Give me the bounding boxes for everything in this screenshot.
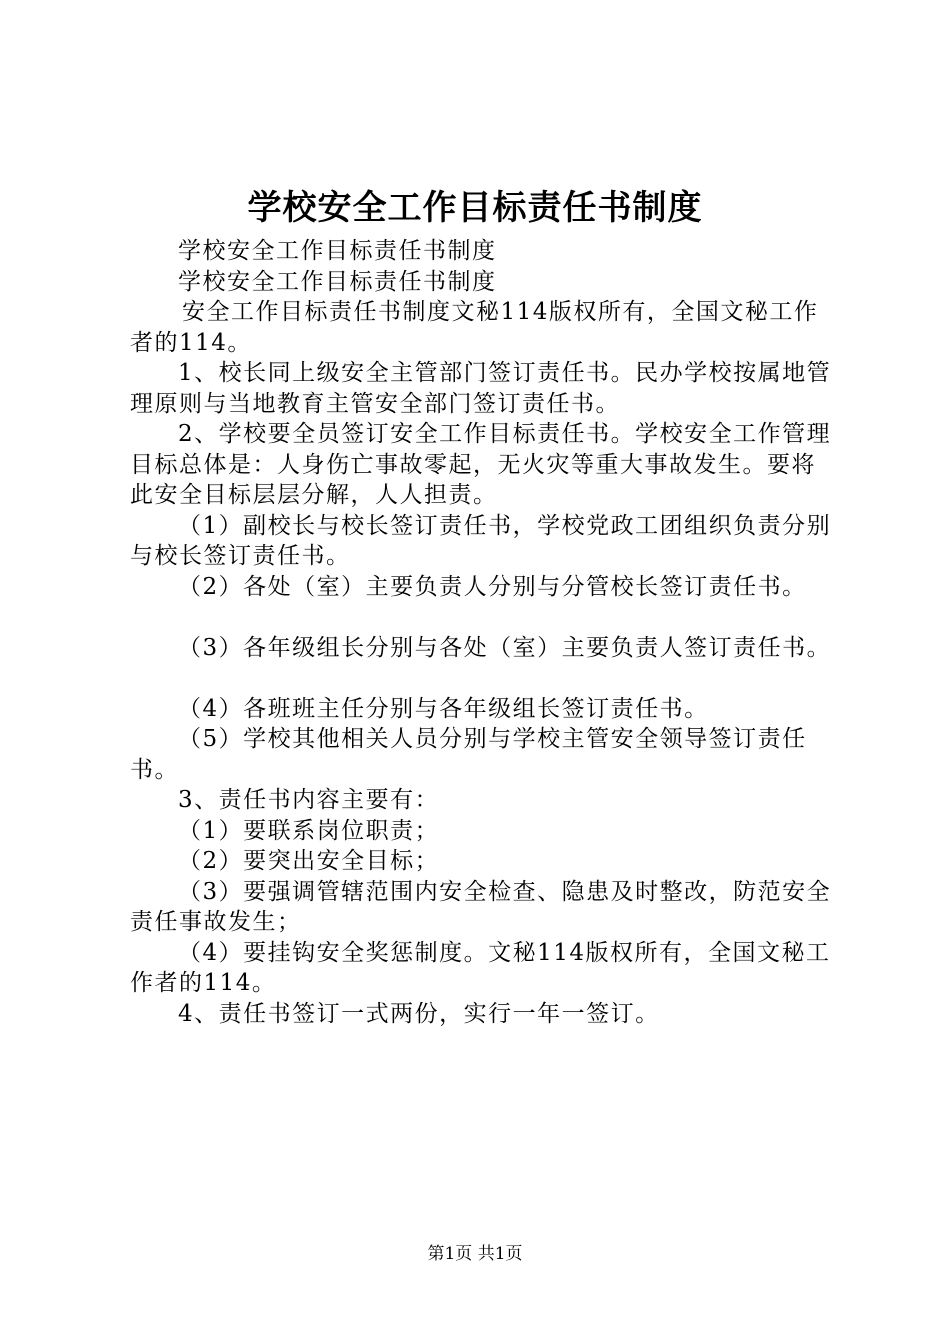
paragraph-subitem-4: （4）各班班主任分别与各年级组长签订责任书。: [178, 695, 709, 722]
paragraph-subitem-1: （1）副校长与校长签订责任书，学校党政工团组织负责分别与校长签订责任书。: [130, 512, 832, 569]
document-title: 学校安全工作目标责任书制度: [247, 188, 703, 228]
paragraph-copyright: 安全工作目标责任书制度文秘114版权所有，全国文秘工作者的114。: [130, 299, 819, 356]
paragraph-item-1: 1、校长同上级安全主管部门签订责任书。民办学校按属地管理原则与当地教育主管安全部门签订责任书。: [130, 360, 832, 417]
paragraph-item-4: 4、责任书签订一式两份，实行一年一签订。: [178, 1000, 660, 1027]
paragraph-subitem-2: （2）各处（室）主要负责人分别与分管校长签订责任书。: [178, 573, 807, 600]
paragraph-content-1: （1）要联系岗位职责；: [178, 817, 440, 844]
page-footer: 第1页 共1页: [427, 1244, 523, 1264]
paragraph-item-2: 2、学校要全员签订安全工作目标责任书。学校安全工作管理目标总体是：人身伤亡事故零起，无火灾等重大事故发生。要将此安全目标层层分解，人人担责。: [130, 421, 832, 508]
paragraph-subitem-3: （3）各年级组长分别与各处（室）主要负责人签订责任书。: [178, 634, 832, 661]
paragraph-content-3: （3）要强调管辖范围内安全检查、隐患及时整改，防范安全责任事故发生；: [130, 878, 832, 935]
paragraph-content-2: （2）要突出安全目标；: [178, 848, 440, 874]
paragraph-content-4: （4）要挂钩安全奖惩制度。文秘114版权所有，全国文秘工作者的114。: [130, 939, 831, 996]
paragraph-subtitle-1: 学校安全工作目标责任书制度: [178, 238, 497, 264]
paragraph-item-3: 3、责任书内容主要有：: [178, 787, 440, 813]
paragraph-subitem-5: （5）学校其他相关人员分别与学校主管安全领导签订责任书。: [130, 726, 807, 783]
paragraph-subtitle-2: 学校安全工作目标责任书制度: [178, 268, 497, 295]
document-body: [130, 236, 832, 1029]
